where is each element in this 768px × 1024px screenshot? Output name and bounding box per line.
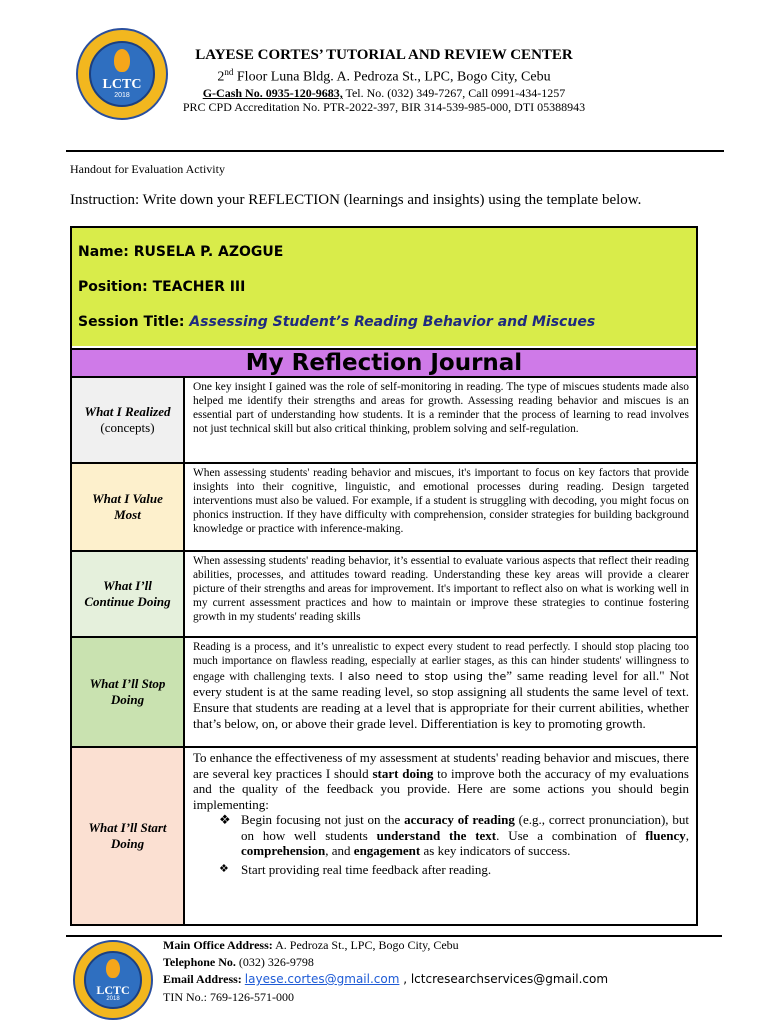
footer-tin: TIN No.: 769-126-571-000 bbox=[163, 990, 294, 1004]
logo-monogram: LCTC bbox=[102, 77, 142, 92]
start-doing-intro: To enhance the effectiveness of my assessment at students' reading behavior and miscues, there are several key practices I should start doing to improve both the accuracy of my evaluations and the quality of the feedback you provide. Here are some actions you should begin implementing: bbox=[193, 750, 689, 812]
footer-telephone: Telephone No. (032) 326-9798 bbox=[163, 955, 314, 969]
content-what-i-realized: One key insight I gained was the role of self-monitoring in reading. The type of miscues students made also helped me identify their strengths and areas for growth. Assessing reading behavior and miscues is an essential part of understanding how students. It is a reminder that the process of learning to read involves not just technical skill but also critical thinking, problem solving and self-regulation. bbox=[193, 381, 689, 436]
center-contact: G-Cash No. 0935-120-9683, Tel. No. (032) 349-7267, Call 0991-434-1257 bbox=[202, 86, 566, 100]
header-divider bbox=[66, 150, 724, 152]
label-what-i-value-most: What I Value Most bbox=[72, 464, 185, 550]
participant-position: TEACHER III bbox=[152, 279, 246, 295]
content-what-ill-continue-doing: When assessing students' reading behavior, it’s essential to evaluate various aspects that reflect their reading abilities, processes, and attitudes toward reading. Understanding these key areas will provide a clearer picture of their strengths and areas for improvement. It's important to reflect also on what is working well in my current assessment practices and how to maintain or improve these strategies to continue fostering growth in my students' reading skills bbox=[193, 555, 689, 624]
diamond-bullet-icon: ❖ bbox=[219, 862, 229, 875]
participant-name: RUSELA P. AZOGUE bbox=[133, 244, 284, 260]
name-line: Name: RUSELA P. AZOGUE bbox=[78, 244, 284, 260]
center-accreditation: PRC CPD Accreditation No. PTR-2022-397, BIR 314-539-985-000, DTI 05388943 bbox=[182, 100, 586, 114]
session-title: Assessing Student’s Reading Behavior and Miscues bbox=[189, 314, 596, 330]
email-link[interactable]: layese.cortes@gmail.com bbox=[244, 972, 400, 986]
content-what-i-value-most: When assessing students' reading behavior and miscues, it's important to focus on key factors that provide insights into their cognitive, linguistic, and emotional processes during reading. Design targeted interventions must also be valued. For example, if a student is struggling with decoding, you might focus on phonics instruction. If they have difficulty with comprehension, consider strategies for building background knowledge or practice with inference-making. bbox=[193, 467, 689, 536]
center-name: LAYESE CORTES’ TUTORIAL AND REVIEW CENTER bbox=[195, 47, 573, 63]
list-item: ❖ Begin focusing not just on the accuracy of reading (e.g., correct pronunciation), but on how well students understand the text. Use a combination of fluency, comprehension, and engagement as key indicators of success. bbox=[219, 812, 689, 858]
session-line: Session Title: Assessing Student’s Reading Behavior and Miscues bbox=[78, 314, 596, 330]
list-item: ❖ Start providing real time feedback after reading. bbox=[219, 861, 492, 877]
logo-monogram: LCTC bbox=[96, 983, 130, 997]
handout-label: Handout for Evaluation Activity bbox=[70, 162, 225, 176]
label-what-ill-start-doing: What I’ll Start Doing bbox=[72, 748, 185, 924]
footer-logo-seal bbox=[73, 940, 153, 1020]
start-doing-list bbox=[193, 812, 689, 877]
torch-flame-icon bbox=[106, 959, 120, 979]
instruction-text: Instruction: Write down your REFLECTION (learnings and insights) using the template below. bbox=[70, 192, 642, 208]
participant-info bbox=[72, 228, 696, 346]
footer-email: Email Address: layese.cortes@gmail.com , lctcresearchservices@gmail.com bbox=[163, 972, 609, 986]
position-line: Position: TEACHER III bbox=[78, 279, 246, 295]
logo-year: 2018 bbox=[106, 996, 120, 1002]
label-what-ill-continue-doing: What I’ll Continue Doing bbox=[72, 552, 185, 636]
journal-title: My Reflection Journal bbox=[72, 348, 696, 378]
footer-office: Main Office Address: A. Pedroza St., LPC, Bogo City, Cebu bbox=[163, 938, 459, 952]
label-what-i-realized: What I Realized (concepts) bbox=[72, 378, 185, 462]
footer-divider bbox=[66, 935, 722, 937]
logo-year: 2018 bbox=[114, 92, 130, 99]
content-what-ill-stop-doing: Reading is a process, and it’s unrealistic to expect every student to read perfectly. I should stop placing too much importance on flawless reading, especially at earlier stages, as this can hinder students' willingness to engage with challenging texts. I also need to stop using the” same reading level for all." Not every student is at the same reading level, so stop assigning all students the same level of text. Ensure that students are reading at a level that is appropriate for their current abilities, whether that’s below, on, or above their grade level. Differentiation is key to promoting growth. bbox=[193, 641, 690, 732]
content-what-ill-start-doing bbox=[187, 748, 693, 924]
diamond-bullet-icon: ❖ bbox=[219, 812, 231, 827]
label-what-ill-stop-doing: What I’ll Stop Doing bbox=[72, 638, 185, 746]
gcash-number: G-Cash No. 0935-120-9683, bbox=[202, 86, 343, 100]
center-address: 2nd Floor Luna Bldg. A. Pedroza St., LPC, Bogo City, Cebu bbox=[217, 67, 551, 85]
